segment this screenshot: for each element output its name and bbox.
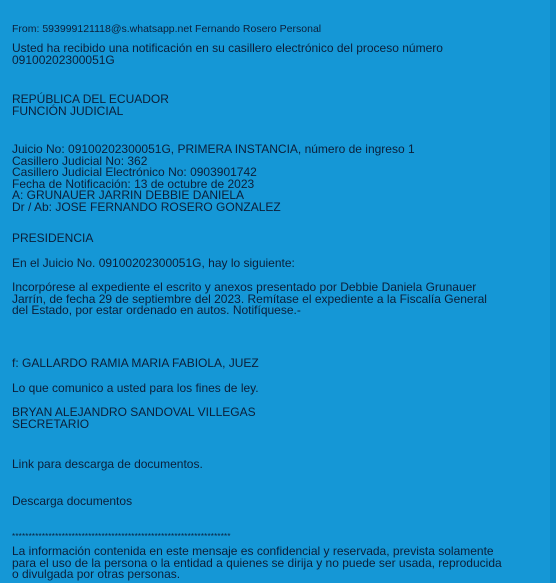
disclaimer [12,546,502,581]
juicio-intro: En el Juicio No. 09100202300051G, hay lo siguiente: [12,256,295,270]
lawyer-line: Dr / Ab: JOSE FERNANDO ROSERO GONZALEZ [12,199,281,214]
recipient-line: A: GRUNAUER JARRIN DEBBIE DANIELA [12,188,245,202]
notification-intro [12,43,443,66]
judge-signature: f: GALLARDO RAMIA MARIA FABIOLA, JUEZ [12,356,259,370]
disclaimer-line-1: La información contenida en este mensaje es confidencial y reservada, prevista solamente [12,544,494,558]
ruling-body [12,282,487,317]
ruling-line-3: del Estado, por estar ordenado en autos. Notifíquese.- [12,303,301,317]
casillero-electronico-line: Casillero Judicial Electrónico No: 0903901742 [12,165,257,179]
process-number: 09100202300051G [12,52,115,67]
institution-header [12,94,169,117]
case-details [12,144,415,213]
ruling-line-1: Incorpórese al expediente el escrito y anexos presentado por Debbie Daniela Grunauer [12,280,477,294]
casillero-line: Casillero Judicial No: 362 [12,153,148,168]
ruling-line-2: Jarrín, de fecha 29 de septiembre del 2023. Remítase el expediente a la Fiscalía General [12,291,487,306]
page-edge-shadow [550,0,556,583]
download-info-text: Link para descarga de documentos. [12,457,203,471]
secretary-title: SECRETARIO [12,416,90,431]
function-heading: FUNCIÓN JUDICIAL [12,103,124,118]
secretary-block [12,407,256,430]
download-documents-link[interactable]: Descarga documentos [12,494,133,508]
fecha-line: Fecha de Notificación: 13 de octubre de 2023 [12,176,255,191]
disclaimer-line-2: para el uso de la persona o la entidad a quienes se dirija y no puede ser usada, reproducida [12,555,502,570]
notification-line-1: Usted ha recibido una notificación en su casillero electrónico del proceso número [12,41,443,55]
sender-line: From: 593999121118@s.whatsapp.net Fernando Rosero Personal [12,23,322,35]
presidencia-heading: PRESIDENCIA [12,231,94,245]
comunico-line: Lo que comunico a usted para los fines de ley. [12,381,259,395]
separator-stars: ****************************************************************** [12,532,231,541]
disclaimer-line-3: o divulgada por otras personas. [12,567,181,581]
juicio-line: Juicio No: 09100202300051G, PRIMERA INSTANCIA, número de ingreso 1 [12,142,415,156]
secretary-name: BRYAN ALEJANDRO SANDOVAL VILLEGAS [12,405,256,419]
republic-heading: REPÚBLICA DEL ECUADOR [12,92,169,106]
